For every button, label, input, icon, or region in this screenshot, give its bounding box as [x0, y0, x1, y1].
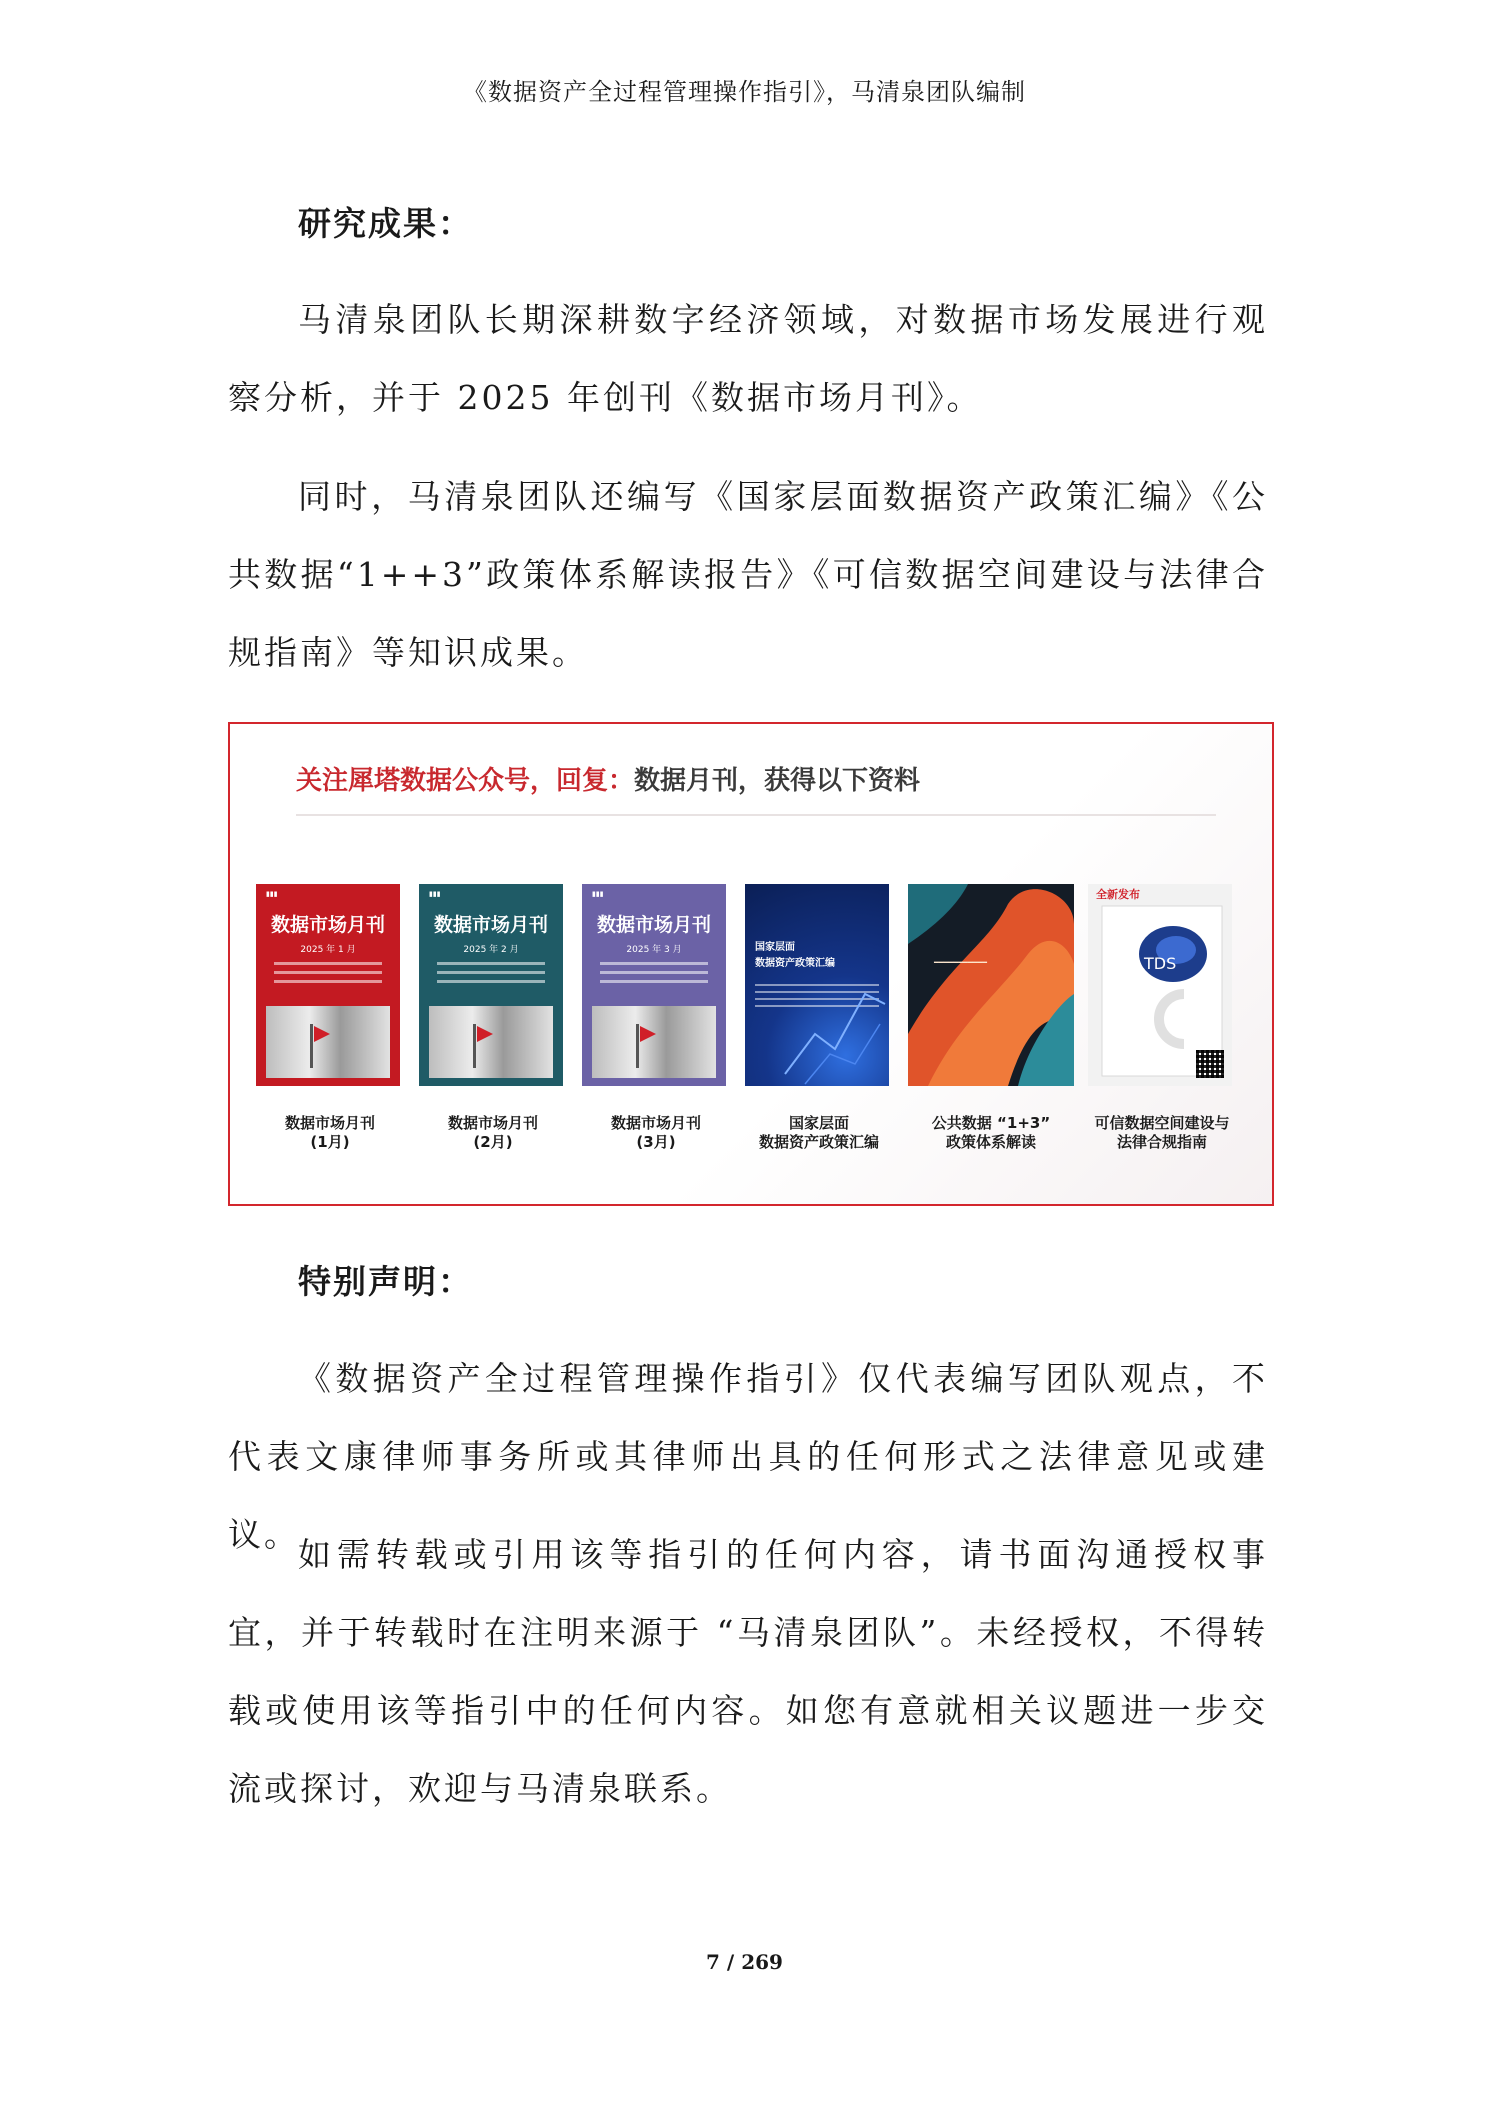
cover-month: 2025 年 2 月 — [463, 945, 519, 955]
research-heading: 研究成果： — [298, 204, 473, 243]
book-monthly-jan — [256, 884, 404, 1152]
book-caption — [256, 1114, 404, 1152]
cover-title: 数据市场月刊 — [433, 914, 548, 936]
book-cover — [256, 884, 400, 1086]
book-caption — [745, 1114, 893, 1152]
caption-line-2: (2月) — [473, 1133, 513, 1151]
book-cover — [745, 884, 889, 1086]
cover-photo — [592, 1006, 716, 1078]
running-header: 《数据资产全过程管理操作指引》，马清泉团队编制 — [463, 78, 1026, 106]
caption-line-2: 法律合规指南 — [1116, 1133, 1207, 1151]
caption-line-2: (1月) — [310, 1133, 350, 1151]
cover-title: 国家层面 数据资产政策汇编 — [755, 942, 835, 969]
statement-heading: 特别声明： — [298, 1262, 473, 1301]
book-caption — [908, 1114, 1074, 1152]
promo-title — [296, 760, 920, 797]
caption-line-1: 数据市场月刊 — [610, 1114, 701, 1132]
caption-line-2: 数据资产政策汇编 — [758, 1133, 879, 1151]
cover-month: 2025 年 3 月 — [626, 945, 682, 955]
book-caption — [582, 1114, 730, 1152]
qr-code-icon — [1196, 1050, 1224, 1078]
research-paragraph-2: 同时，马清泉团队还编写《国家层面数据资产政策汇编》《公共数据“1++3”政策体系解读报告》《可信数据空间建设与法律合规指南》等知识成果。 — [228, 477, 1268, 672]
statement-paragraph-2: 如需转载或引用该等指引的任何内容，请书面沟通授权事宜，并于转载时在注明来源于 “马清泉团队”。未经授权，不得转载或使用该等指引中的任何内容。如您有意就相关议题进一步交流或探讨，欢迎与马清泉联系。 — [228, 1535, 1268, 1808]
promo-title-dark: 数据月刊，获得以下资料 — [634, 766, 921, 796]
statement-paragraph-1: 《数据资产全过程管理操作指引》仅代表编写团队观点，不代表文康律师事务所或其律师出具的任何形式之法律意见或建议。 — [228, 1359, 1268, 1554]
cover-text-lines — [274, 962, 382, 989]
promo-panel — [228, 722, 1274, 1206]
promo-title-red: 关注犀塔数据公众号，回复： — [296, 766, 635, 796]
cover-text-lines: ━━━━━━━━━━━ — [934, 958, 987, 967]
caption-line-1: 数据市场月刊 — [284, 1114, 375, 1132]
cover-title: 数据市场月刊 — [270, 914, 385, 936]
book-cover — [419, 884, 563, 1086]
page-number: 7 / 269 — [706, 1950, 783, 1974]
caption-line-2: 政策体系解读 — [945, 1133, 1036, 1151]
promo-divider — [296, 814, 1216, 816]
book-monthly-feb — [419, 884, 567, 1152]
cover-photo — [429, 1006, 553, 1078]
cover-text-lines — [600, 962, 708, 989]
book-cover — [1088, 884, 1232, 1086]
research-paragraph-1: 马清泉团队长期深耕数字经济领域，对数据市场发展进行观察分析，并于 2025 年创刊《数据市场月刊》。 — [228, 300, 1268, 417]
cover-title: 数据市场月刊 — [596, 914, 711, 936]
caption-line-2: (3月) — [636, 1133, 676, 1151]
cover-text-lines — [437, 962, 545, 989]
cover-brand-mark: ▮▮▮ — [592, 890, 604, 898]
book-national-policy — [745, 884, 893, 1152]
book-cover — [908, 884, 1074, 1086]
cover-brand-mark: ▮▮▮ — [266, 890, 278, 898]
cover-photo — [266, 1006, 390, 1078]
cover-month: 2025 年 1 月 — [300, 945, 356, 955]
cover-tds: TDS — [1144, 954, 1177, 973]
cover-graphic — [745, 884, 889, 1086]
book-public-data-policy — [908, 884, 1056, 1152]
caption-line-1: 公共数据 “1+3” — [931, 1114, 1051, 1132]
book-monthly-mar — [582, 884, 730, 1152]
book-list — [256, 884, 1256, 1184]
book-cover — [582, 884, 726, 1086]
caption-line-1: 数据市场月刊 — [447, 1114, 538, 1132]
cover-graphic — [908, 884, 1074, 1086]
caption-line-1: 国家层面 — [788, 1114, 849, 1132]
cover-tag-text: 全新发布 — [1096, 888, 1140, 901]
book-caption — [419, 1114, 567, 1152]
cover-brand-mark: ▮▮▮ — [429, 890, 441, 898]
caption-line-1: 可信数据空间建设与 — [1094, 1114, 1230, 1132]
book-trusted-data-space — [1088, 884, 1236, 1152]
book-caption — [1088, 1114, 1236, 1152]
